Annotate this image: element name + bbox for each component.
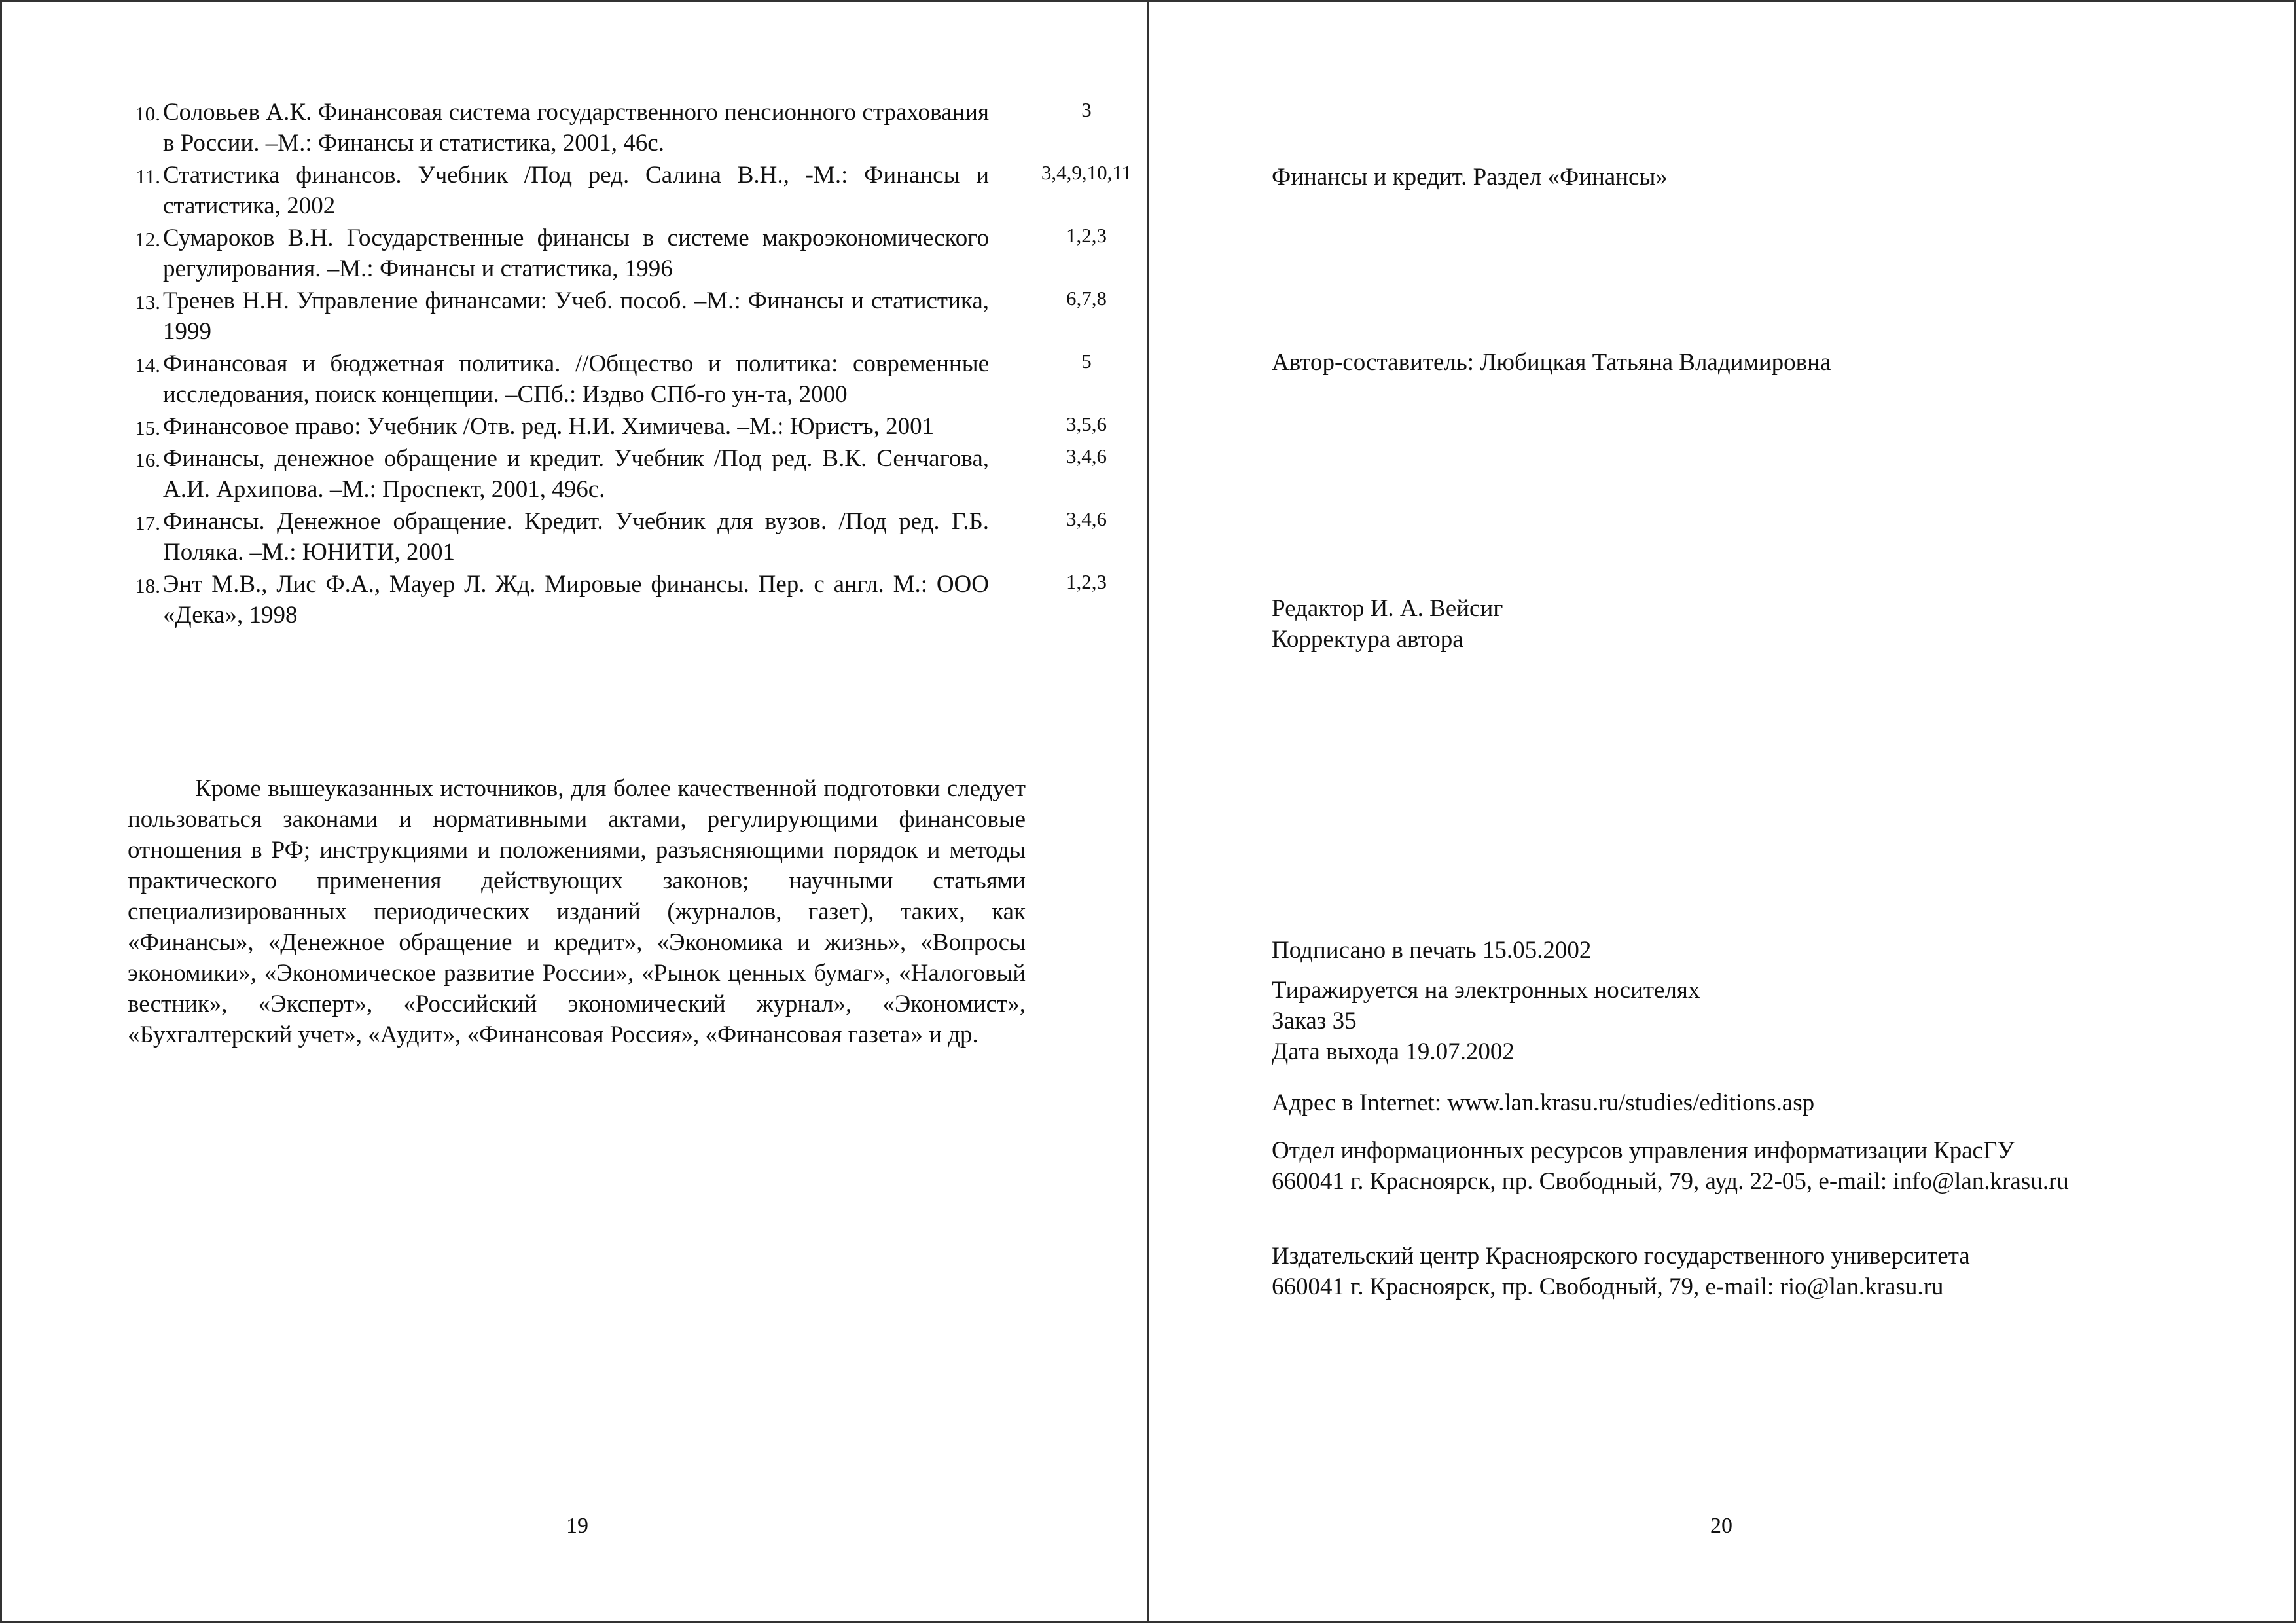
publisher-block [1272,1241,1970,1302]
bibliography-text: Финансы, денежное обращение и кредит. Учебник /Под ред. В.К. Сенчагова, А.И. Архипова. –М.: Проспект, 2001, 496с. [163,445,989,503]
bibliography-text: Финансовое право: Учебник /Отв. ред. Н.И. Химичева. –М.: Юристъ, 2001 [163,413,935,440]
bibliography-text: Тренев Н.Н. Управление финансами: Учеб. пособ. –М.: Финансы и статистика, 1999 [163,287,989,345]
department-block [1272,1135,2069,1197]
left-page [0,0,1147,1623]
page-number: 19 [566,1514,588,1538]
bibliography-text: Соловьев А.К. Финансовая система государственного пенсионного страхования в России. –М.: Финансы и статистика, 2001, 46с. [163,99,989,156]
bibliography-topics: 3,4,6 [1066,445,1107,467]
publication-block [1272,975,1700,1067]
bibliography-topics: 5 [1081,350,1092,373]
bibliography-number: 12. [135,228,160,251]
bibliography-number: 14. [135,354,160,376]
bibliography-item [128,285,1107,347]
right-page [1149,0,2296,1623]
bibliography-number: 18. [135,574,160,597]
signed-line: Подписано в печать 15.05.2002 [1272,937,1592,964]
bibliography-topics: 1,2,3 [1066,570,1107,593]
bibliography-number: 15. [135,416,160,439]
bibliography-item [128,411,1107,442]
bibliography-number: 16. [135,448,160,471]
bibliography-item [128,223,1107,284]
department-name: Отдел информационных ресурсов управления информатизации КрасГУ [1272,1137,2015,1164]
department-address: 660041 г. Красноярск, пр. Свободный, 79, ауд. 22-05, e-mail: info@lan.krasu.ru [1272,1168,2069,1195]
bibliography-item [128,569,1107,630]
bibliography-list [128,97,1132,632]
bibliography-text: Сумароков В.Н. Государственные финансы в системе макроэкономического регулирования. –М.: Финансы и статистика, 1996 [163,225,989,282]
bibliography-text: Энт М.В., Лис Ф.А., Мауер Л. Жд. Мировые финансы. Пер. с англ. М.: ООО «Дека», 1998 [163,571,989,629]
bibliography-topics: 6,7,8 [1066,287,1107,310]
author-line: Автор-составитель: Любицкая Татьяна Владимировна [1272,349,1831,376]
publisher-address: 660041 г. Красноярск, пр. Свободный, 79, e-mail: rio@lan.krasu.ru [1272,1273,1944,1300]
bibliography-topics: 3 [1081,98,1092,121]
media-line: Тиражируется на электронных носителях [1272,977,1700,1004]
course-title: Финансы и кредит. Раздел «Финансы» [1272,164,1668,191]
internet-address: Адрес в Internet: www.lan.krasu.ru/studies/editions.asp [1272,1089,1815,1116]
bibliography-text: Статистика финансов. Учебник /Под ред. Салина В.Н., -М.: Финансы и статистика, 2002 [163,162,989,219]
bibliography-item [128,97,1092,158]
bibliography-number: 13. [135,291,160,314]
editor-block [1272,593,1503,655]
bibliography-topics: 3,4,6 [1066,507,1107,530]
bibliography-number: 11. [135,165,160,188]
bibliography-item [128,506,1107,568]
bibliography-topics: 3,4,9,10,11 [1041,161,1132,184]
publisher-name: Издательский центр Красноярского государственного университета [1272,1243,1970,1269]
bibliography-item [128,443,1107,505]
bibliography-topics: 1,2,3 [1066,224,1107,247]
editor-line: Редактор И. А. Вейсиг [1272,595,1503,622]
page-number: 20 [1710,1514,1732,1538]
release-line: Дата выхода 19.07.2002 [1272,1038,1515,1065]
bibliography-item [128,348,1092,410]
sources-paragraph: Кроме вышеуказанных источников, для более качественной подготовки следует пользоваться законами и нормативными актами, регулирующими финансовые отношения в РФ; инструкциями и положениями, разъясняющими порядок и методы практического применения действующих законов; научными статьями специализированных периодических изданий (журналов, газет), таких, как «Финансы», «Денежное обращение и кредит», «Экономика и жизнь», «Вопросы экономики», «Экономическое развитие России», «Рынок ценных бумаг», «Налоговый вестник», «Эксперт», «Российский экономический журнал», «Экономист», «Бухгалтерский учет», «Аудит», «Финансовая Россия», «Финансовая газета» и др. [128,775,1026,1048]
proofreading-line: Корректура автора [1272,626,1463,653]
bibliography-text: Финансовая и бюджетная политика. //Общество и политика: современные исследования, поиск концепции. –СПб.: Издво СПб-го ун-та, 2000 [163,350,989,408]
order-line: Заказ 35 [1272,1008,1357,1034]
bibliography-item [128,160,1132,221]
bibliography-number: 10. [135,102,160,125]
bibliography-number: 17. [135,511,160,534]
bibliography-topics: 3,5,6 [1066,412,1107,435]
bibliography-text: Финансы. Денежное обращение. Кредит. Учебник для вузов. /Под ред. Г.Б. Поляка. –М.: ЮНИТИ, 2001 [163,508,989,566]
